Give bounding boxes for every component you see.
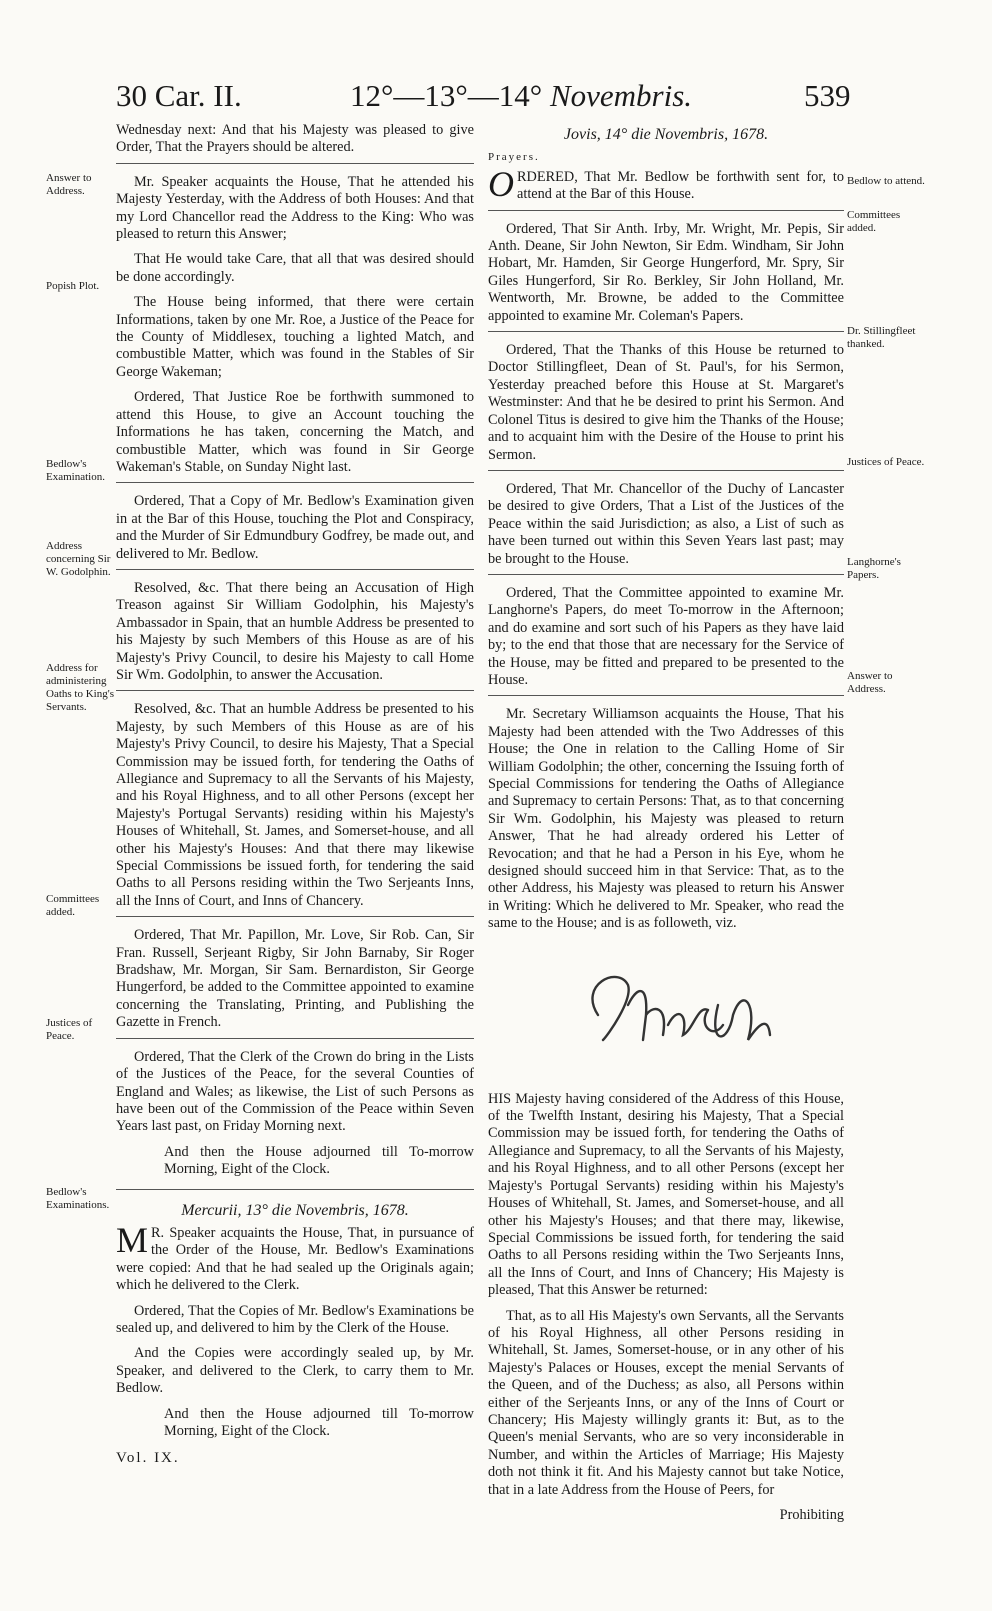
paragraph: Mr. Secretary Williamson acquaints the House, That his Majesty had been attended with the Two Addresses of this House; the One in relation to the Calling Home of Sir William Godolphin; the other, concerning the Issuing forth of Special Commissions for tendering the Oaths of Allegiance and Supremacy to certain Persons: That, as to that concerning Sir Wm. Godolphin, his Majesty was pleased to return Answer, That he had already ordered his Letter of Revocation; and that he had a Person in his Eye, whom he designed should succeed him in that Service: That, as to the other Address, his Majesty was pleased to return his Answer in Writing: Which he delivered to Mr. Speaker, who read the same to the House; and is as followeth, viz. bbox=[488, 706, 844, 932]
margin-note: Address concerning Sir W. Godolphin. bbox=[46, 540, 111, 578]
sitting-date: Mercurii, 13° die Novembris, 1678. bbox=[181, 1201, 409, 1219]
paragraph: Ordered, That the Clerk of the Crown do bring in the Lists of the Justices of the Peace, for the several Counties of England and Wales; as likewise, the List of such Persons as have been out of the Commission of the Peace within Seven Years last past, on Friday Morning next. bbox=[116, 1048, 474, 1135]
page-number: 539 bbox=[804, 78, 851, 113]
paragraph: Ordered, That Sir Anth. Irby, Mr. Wright, Mr. Pepis, Sir Anth. Deane, Sir John Newton, Sir Edm. Windham, Sir John Hobart, Mr. Hamden, Sir George Hungerford, Mr. Spry, Sir Giles Hungerford, Sir Ro. Berkley, Sir John Holland, Mr. Wentworth, Mr. Browne, be added to the Committee appointed to examine Mr. Coleman's Papers. bbox=[488, 221, 844, 332]
paragraph: Ordered, That Mr. Papillon, Mr. Love, Sir Rob. Can, Sir Fran. Russell, Serjeant Rigby, Sir John Barnaby, Sir Roger Bradshaw, Mr. Morgan, Sir Sam. Bernardiston, Sir George Hungerford, be added to the Committee appointed to examine concerning the Translating, Printing, and Publishing the Gazette in French. bbox=[116, 927, 474, 1038]
margin-note: Popish Plot. bbox=[46, 280, 100, 292]
paragraph: Ordered, That the Thanks of this House be returned to Doctor Stillingfleet, Dean of St. Paul's, for his Sermon, Yesterday preached before this House at St. Margaret's Westminster: And that he be desired to print his Sermon. And Colonel Titus is desired to give him the Thanks of the House; and to acquaint him with the Desire of the House to print his Sermon. bbox=[488, 342, 844, 471]
right-column bbox=[488, 122, 844, 1532]
paragraph: Mr. Speaker acquaints the House, That he attended his Majesty Yesterday, with the Address of both Houses: And that my Lord Chancellor read the Address to the King: Who was pleased to return this Answer; bbox=[116, 173, 474, 243]
left-column bbox=[116, 122, 474, 1476]
paragraph: Ordered, That the Committee appointed to examine Mr. Langhorne's Papers, do meet To-morrow in the Afternoon; and do examine and sort such of his Papers as they have laid by; to the end that those that are necessary for the Service of the House, may be fitted and prepared to be presented to the House. bbox=[488, 585, 844, 696]
paragraph: Ordered, That a Copy of Mr. Bedlow's Examination given in at the Bar of this House, touching the Plot and Conspiracy, and the Murder of Sir Edmundbury Godfrey, be made out, and delivered to Mr. Bedlow. bbox=[116, 493, 474, 570]
volume-footer: Vol. IX. bbox=[116, 1450, 180, 1467]
prayers-heading: Prayers. bbox=[488, 151, 540, 164]
margin-note: Committees added. bbox=[847, 209, 901, 234]
paragraph: Ordered, That Justice Roe be forthwith summoned to attend this House, to give an Account touching the Informations he has taken, concerning the Match, and combustible Matter, which was found in Sir George Wakeman's Stable, on Sunday Night last. bbox=[116, 389, 474, 483]
paragraph: That He would take Care, that all that was desired should be done accordingly. bbox=[116, 251, 474, 285]
paragraph: Resolved, &c. That there being an Accusation of High Treason against Sir William Godolphin, his Majesty's Ambassador in Spain, that an humble Address be presented to his Majesty by such Members of this House as are of his Majesty's Privy Council, to desire his Majesty to call Home Sir Wm. Godolphin, to answer the Accusation. bbox=[116, 580, 474, 691]
paragraph: Ordered, That the Copies of Mr. Bedlow's Examinations be sealed up, and delivered to him by the Clerk of the House. bbox=[116, 1302, 474, 1336]
paragraph: And the Copies were accordingly sealed up, by Mr. Speaker, and delivered to the Clerk, to carry them to Mr. Bedlow. bbox=[116, 1345, 474, 1397]
paragraph: Ordered, That Mr. Chancellor of the Duchy of Lancaster be desired to give Orders, That a List of the Justices of the Peace within the said Jurisdiction; as also, a List of such as have been turned out within this Seven Years last past; may be brought to the House. bbox=[488, 481, 844, 575]
margin-note: Address for administering Oaths to King's Servants. bbox=[46, 662, 114, 713]
catchword: Prohibiting bbox=[779, 1507, 844, 1523]
margin-note: Justices of Peace. bbox=[46, 1017, 93, 1042]
running-head-left: 30 Car. II. bbox=[116, 78, 242, 113]
running-head-month: Novembris. bbox=[549, 78, 693, 113]
paragraph: Wednesday next: And that his Majesty was pleased to give Order, That the Prayers should be altered. bbox=[116, 122, 474, 164]
margin-note: Justices of Peace. bbox=[847, 456, 925, 468]
margin-note: Bedlow to attend. bbox=[847, 175, 925, 187]
margin-note: Answer to Address. bbox=[46, 172, 92, 197]
margin-note: Bedlow's Examinations. bbox=[46, 1186, 110, 1211]
paragraph: HIS Majesty having considered of the Address of this House, of the Twelfth Instant, desiring his Majesty, That a Special Commission may be issued forth, for tendering the Oaths of Allegiance and Supremacy, to all the Servants of his Majesty, and his Royal Highness, and to all other Persons (except her Majesty's Portugal Servants) residing within his Majesty's Houses of Whitehall, St. James, and Somerset-house, and all other his Majesty's Houses; and that there may, likewise, Special Commissions be issued forth, for tendering the said Oaths to all Persons residing within the Two Serjeants Inns, all the Inns of Court, and Inns of Chancery; His Majesty is pleased, That this Answer be returned: bbox=[488, 1090, 844, 1299]
adjournment-note: And then the House adjourned till To-morrow Morning, Eight of the Clock. bbox=[164, 1405, 474, 1439]
paragraph: The House being informed, that there were certain Informations, taken by one Mr. Roe, a Justice of the Peace for the County of Middlesex, touching a lighted Match, and combustible Matter, which was found in the Stables of Sir George Wakeman; bbox=[116, 294, 474, 380]
running-head-dates bbox=[350, 78, 692, 124]
paragraph: Resolved, &c. That an humble Address be presented to his Majesty, by such Members of this House as are of his Majesty's Privy Council, to desire his Majesty, That a Special Commission may be issued forth, for tendering the Oaths of Allegiance and Supremacy to all the Servants of his Majesty, and his Royal Highness, and to all other Persons (except her Majesty's Portugal Servants) residing within his Majesty's Houses of Whitehall, St. James, and Somerset-house, and all other his Majesty's Houses: And that there may likewise Special Commissions be issued forth, for tendering the said Oaths to all Persons residing within the Two Serjeants Inns, all the Inns of Court, and Inns of Chancery. bbox=[116, 701, 474, 917]
running-head-days: 12°—13°—14° bbox=[350, 78, 543, 113]
margin-note: Bedlow's Examination. bbox=[46, 458, 105, 483]
royal-signature bbox=[488, 941, 844, 1091]
paragraph: MR. Speaker acquaints the House, That, in pursuance of the Order of the House, Mr. Bedlow's Examinations were copied: And that he had sealed up the Originals again; which he delivered to the Clerk. bbox=[116, 1219, 474, 1294]
paragraph: ORDERED, That Mr. Bedlow be forthwith sent for, to attend at the Bar of this House. bbox=[488, 169, 844, 211]
margin-note: Committees added. bbox=[46, 893, 100, 918]
sitting-date: Jovis, 14° die Novembris, 1678. bbox=[563, 126, 769, 143]
signature-flourish-icon bbox=[558, 945, 778, 1085]
paragraph: That, as to all His Majesty's own Servants, all the Servants of his Royal Highness, all other Persons residing in Whitehall, St. James, Somerset-house, or in any other of his Majesty's Palaces or Houses, except the menial Servants of the Queen, and of the Duchess; as also, all Persons within either of the Serjeants Inns, or any of the Inns of Court or Chancery; His Majesty willingly grants it: But, as to the Queen's menial Servants, who are so very inconsiderable in Number, and within the Articles of Marriage; His Majesty doth not think it fit. And his Majesty cannot but take Notice, that in a late Address from the House of Peers, for bbox=[488, 1307, 844, 1498]
adjournment-note: And then the House adjourned till To-morrow Morning, Eight of the Clock. bbox=[116, 1144, 474, 1190]
margin-note: Dr. Stillingfleet thanked. bbox=[847, 325, 916, 350]
margin-note: Answer to Address. bbox=[847, 670, 893, 695]
margin-note: Langhorne's Papers. bbox=[847, 556, 901, 581]
